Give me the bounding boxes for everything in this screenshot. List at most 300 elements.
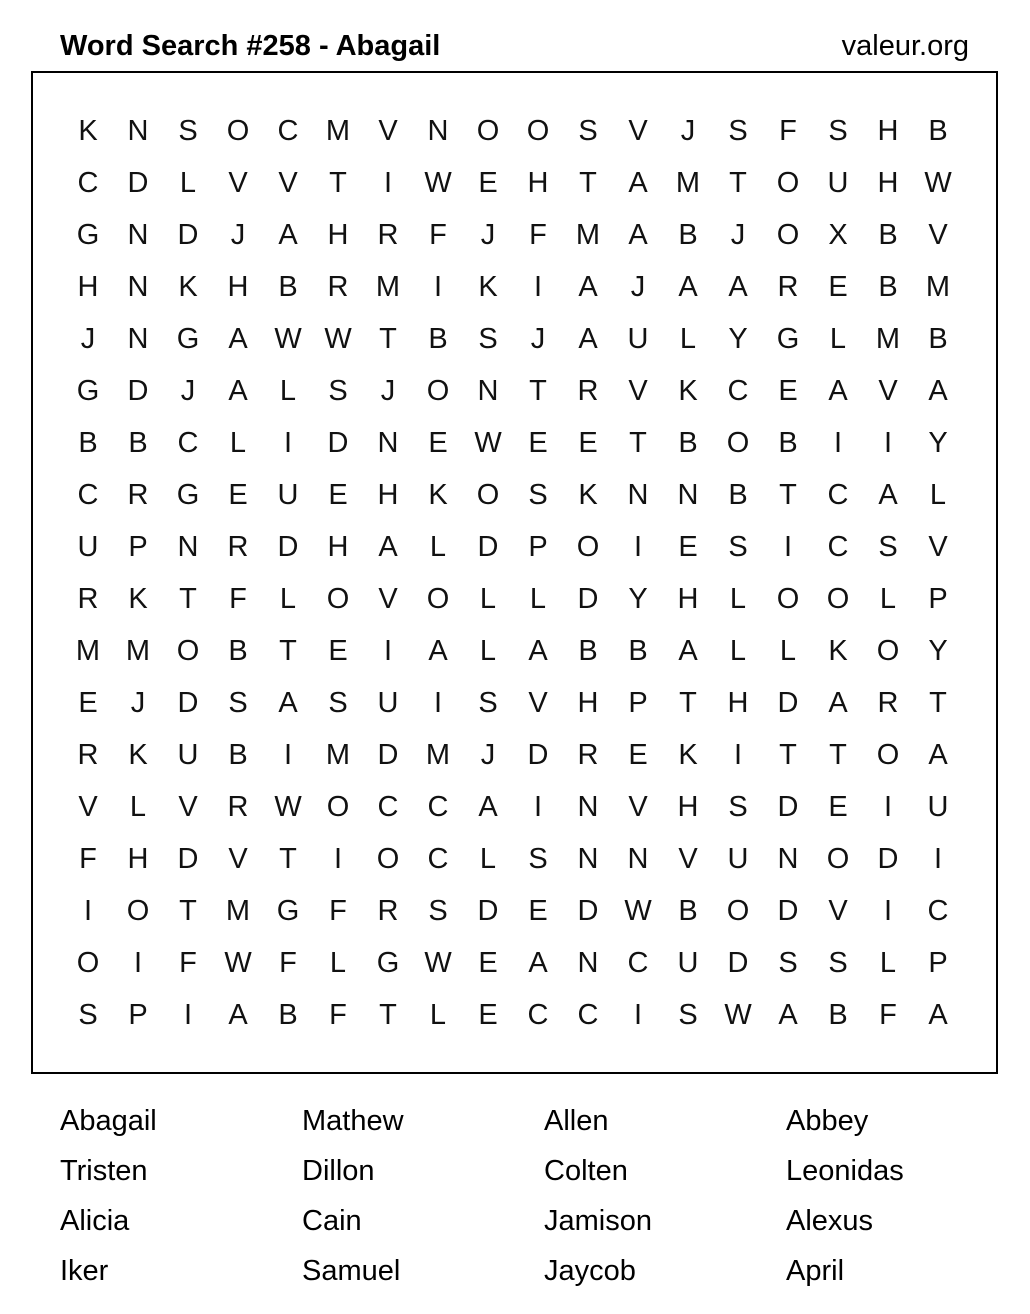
grid-letter: R <box>877 687 899 719</box>
grid-letter: N <box>577 791 599 823</box>
grid-letter: E <box>78 687 98 719</box>
grid-letter: D <box>527 739 549 771</box>
grid-letter: H <box>677 791 699 823</box>
grid-letter: Y <box>728 323 748 355</box>
grid-letter: B <box>278 999 298 1031</box>
grid-letter: U <box>177 739 199 771</box>
grid-letter: T <box>779 739 797 771</box>
grid-letter: C <box>827 531 849 563</box>
grid-letter: K <box>678 375 698 407</box>
grid-letter: T <box>679 687 697 719</box>
grid-letter: I <box>433 687 443 719</box>
grid-letter: L <box>929 479 947 511</box>
grid-letter: R <box>377 895 399 927</box>
grid-letter: E <box>628 739 648 771</box>
grid-letter: E <box>478 167 498 199</box>
grid-letter: I <box>383 635 393 667</box>
grid-letter: D <box>177 687 199 719</box>
grid-letter: B <box>928 323 948 355</box>
grid-letter: O <box>726 895 750 927</box>
grid-letter: I <box>883 791 893 823</box>
grid-letter: L <box>429 531 447 563</box>
grid-letter: A <box>528 947 548 979</box>
grid-letter: B <box>78 427 98 459</box>
grid-letter: V <box>228 167 248 199</box>
grid-letter: G <box>76 375 100 407</box>
grid-letter: N <box>127 323 149 355</box>
grid-letter: T <box>579 167 597 199</box>
grid-letter: G <box>776 323 800 355</box>
grid-letter: C <box>377 791 399 823</box>
grid-letter: C <box>77 479 99 511</box>
grid-letter: B <box>128 427 148 459</box>
word-list-item: Jamison <box>544 1205 652 1237</box>
grid-letter: H <box>127 843 149 875</box>
grid-letter: T <box>179 583 197 615</box>
grid-letter: N <box>127 271 149 303</box>
grid-letter: L <box>479 583 497 615</box>
grid-letter: S <box>528 479 548 511</box>
grid-letter: O <box>476 479 500 511</box>
letter-grid <box>63 105 963 1041</box>
grid-letter: A <box>628 167 648 199</box>
grid-letter: H <box>877 167 899 199</box>
grid-letter: O <box>776 583 800 615</box>
grid-letter: D <box>577 895 599 927</box>
grid-letter: D <box>577 583 599 615</box>
grid-letter: E <box>228 479 248 511</box>
grid-letter: F <box>779 115 797 147</box>
grid-letter: J <box>630 271 646 303</box>
grid-letter: R <box>577 739 599 771</box>
grid-letter: J <box>730 219 746 251</box>
grid-letter: M <box>75 635 101 667</box>
grid-letter: K <box>478 271 498 303</box>
grid-letter: T <box>329 167 347 199</box>
grid-letter: H <box>377 479 399 511</box>
grid-letter: N <box>177 531 199 563</box>
grid-letter: A <box>278 687 298 719</box>
grid-letter: S <box>478 323 498 355</box>
grid-letter: A <box>228 323 248 355</box>
grid-letter: S <box>578 115 598 147</box>
grid-letter: O <box>126 895 150 927</box>
grid-letter: M <box>375 271 401 303</box>
grid-letter: V <box>278 167 298 199</box>
grid-letter: M <box>325 115 351 147</box>
grid-letter: B <box>878 219 898 251</box>
grid-letter: W <box>324 323 352 355</box>
grid-letter: O <box>426 375 450 407</box>
grid-letter: Y <box>928 635 948 667</box>
grid-letter: S <box>328 687 348 719</box>
grid-letter: W <box>424 167 452 199</box>
grid-letter: W <box>474 427 502 459</box>
grid-letter: I <box>633 531 643 563</box>
grid-letter: L <box>229 427 247 459</box>
grid-letter: D <box>777 687 799 719</box>
grid-letter: T <box>629 427 647 459</box>
grid-letter: S <box>828 947 848 979</box>
grid-letter: W <box>274 791 302 823</box>
grid-letter: U <box>927 791 949 823</box>
grid-letter: S <box>178 115 198 147</box>
grid-letter: K <box>578 479 598 511</box>
grid-letter: B <box>228 635 248 667</box>
grid-letter: D <box>477 531 499 563</box>
grid-letter: N <box>577 947 599 979</box>
grid-letter: P <box>928 947 948 979</box>
grid-letter: U <box>677 947 699 979</box>
grid-letter: A <box>528 635 548 667</box>
grid-letter: J <box>680 115 696 147</box>
grid-letter: E <box>678 531 698 563</box>
grid-letter: I <box>883 895 893 927</box>
grid-letter: L <box>429 999 447 1031</box>
grid-letter: M <box>325 739 351 771</box>
grid-letter: S <box>728 791 748 823</box>
grid-letter: O <box>76 947 100 979</box>
grid-letter: A <box>728 271 748 303</box>
grid-letter: A <box>928 999 948 1031</box>
grid-letter: S <box>528 843 548 875</box>
grid-letter: J <box>480 739 496 771</box>
word-list-item: Abbey <box>786 1105 869 1137</box>
grid-letter: R <box>77 739 99 771</box>
grid-letter: G <box>276 895 300 927</box>
grid-letter: A <box>228 999 248 1031</box>
grid-letter: L <box>329 947 347 979</box>
grid-letter: J <box>80 323 96 355</box>
grid-letter: I <box>833 427 843 459</box>
grid-letter: A <box>878 479 898 511</box>
grid-letter: F <box>329 895 347 927</box>
grid-letter: F <box>879 999 897 1031</box>
grid-letter: I <box>283 427 293 459</box>
grid-letter: S <box>678 999 698 1031</box>
grid-letter: B <box>678 895 698 927</box>
grid-letter: G <box>176 479 200 511</box>
grid-letter: V <box>228 843 248 875</box>
word-list-item: Colten <box>544 1155 628 1187</box>
grid-letter: J <box>480 219 496 251</box>
grid-letter: K <box>128 583 148 615</box>
word-list-item: April <box>786 1255 845 1287</box>
grid-letter: O <box>776 167 800 199</box>
grid-letter: B <box>778 427 798 459</box>
grid-letter: J <box>130 687 146 719</box>
grid-letter: S <box>78 999 98 1031</box>
grid-letter: A <box>378 531 398 563</box>
grid-letter: G <box>176 323 200 355</box>
grid-letter: L <box>479 635 497 667</box>
word-list-item: Dillon <box>302 1155 375 1187</box>
grid-letter: L <box>529 583 547 615</box>
grid-letter: B <box>828 999 848 1031</box>
word-list-item: Abagail <box>60 1105 157 1137</box>
grid-letter: F <box>279 947 297 979</box>
grid-letter: L <box>279 375 297 407</box>
grid-letter: L <box>679 323 697 355</box>
grid-letter: D <box>177 219 199 251</box>
grid-letter: V <box>878 375 898 407</box>
grid-letter: S <box>478 687 498 719</box>
grid-letter: W <box>424 947 452 979</box>
grid-letter: W <box>224 947 252 979</box>
grid-letter: M <box>225 895 251 927</box>
grid-letter: I <box>83 895 93 927</box>
grid-letter: A <box>928 375 948 407</box>
grid-letter: G <box>376 947 400 979</box>
grid-letter: O <box>826 583 850 615</box>
grid-letter: U <box>727 843 749 875</box>
grid-letter: I <box>633 999 643 1031</box>
grid-letter: O <box>376 843 400 875</box>
grid-letter: V <box>678 843 698 875</box>
grid-letter: V <box>828 895 848 927</box>
grid-letter: J <box>530 323 546 355</box>
grid-letter: F <box>529 219 547 251</box>
grid-letter: H <box>527 167 549 199</box>
grid-letter: P <box>128 999 148 1031</box>
grid-letter: I <box>383 167 393 199</box>
grid-letter: H <box>877 115 899 147</box>
grid-letter: E <box>478 999 498 1031</box>
grid-letter: V <box>78 791 98 823</box>
grid-letter: P <box>128 531 148 563</box>
grid-letter: J <box>180 375 196 407</box>
grid-letter: C <box>827 479 849 511</box>
grid-letter: A <box>678 635 698 667</box>
grid-letter: H <box>77 271 99 303</box>
grid-letter: P <box>528 531 548 563</box>
grid-letter: V <box>178 791 198 823</box>
word-list-item: Alicia <box>60 1205 130 1237</box>
grid-letter: S <box>728 531 748 563</box>
grid-letter: H <box>327 219 349 251</box>
grid-letter: W <box>924 167 952 199</box>
grid-letter: L <box>879 583 897 615</box>
grid-letter: O <box>876 739 900 771</box>
grid-letter: D <box>277 531 299 563</box>
grid-letter: F <box>179 947 197 979</box>
grid-letter: V <box>628 115 648 147</box>
grid-letter: N <box>127 115 149 147</box>
grid-letter: B <box>278 271 298 303</box>
grid-letter: I <box>783 531 793 563</box>
grid-letter: T <box>779 479 797 511</box>
grid-letter: B <box>678 219 698 251</box>
grid-letter: B <box>728 479 748 511</box>
grid-letter: E <box>578 427 598 459</box>
grid-letter: M <box>425 739 451 771</box>
grid-letter: A <box>828 375 848 407</box>
grid-letter: R <box>227 791 249 823</box>
grid-letter: D <box>177 843 199 875</box>
grid-letter: M <box>125 635 151 667</box>
grid-letter: N <box>627 843 649 875</box>
grid-letter: B <box>228 739 248 771</box>
grid-letter: I <box>533 271 543 303</box>
grid-letter: O <box>326 791 350 823</box>
grid-letter: H <box>577 687 599 719</box>
grid-letter: O <box>726 427 750 459</box>
grid-letter: M <box>675 167 701 199</box>
grid-letter: T <box>279 843 297 875</box>
grid-letter: Y <box>628 583 648 615</box>
word-list <box>60 1096 1028 1296</box>
grid-letter: T <box>729 167 747 199</box>
grid-letter: L <box>479 843 497 875</box>
grid-letter: P <box>628 687 648 719</box>
grid-letter: K <box>78 115 98 147</box>
grid-letter: O <box>876 635 900 667</box>
grid-letter: N <box>627 479 649 511</box>
grid-letter: D <box>127 167 149 199</box>
word-list-item: Jaycob <box>544 1255 636 1287</box>
grid-letter: C <box>727 375 749 407</box>
grid-letter: R <box>577 375 599 407</box>
grid-letter: O <box>226 115 250 147</box>
grid-letter: C <box>177 427 199 459</box>
grid-letter: C <box>627 947 649 979</box>
grid-letter: I <box>433 271 443 303</box>
grid-letter: N <box>677 479 699 511</box>
grid-letter: F <box>429 219 447 251</box>
grid-letter: H <box>327 531 349 563</box>
grid-letter: D <box>777 791 799 823</box>
grid-letter: U <box>827 167 849 199</box>
grid-letter: B <box>678 427 698 459</box>
grid-letter: A <box>228 375 248 407</box>
grid-letter: D <box>377 739 399 771</box>
grid-letter: N <box>477 375 499 407</box>
grid-letter: L <box>729 583 747 615</box>
grid-letter: R <box>377 219 399 251</box>
grid-letter: W <box>624 895 652 927</box>
grid-letter: E <box>428 427 448 459</box>
grid-letter: T <box>829 739 847 771</box>
grid-letter: L <box>879 947 897 979</box>
grid-letter: O <box>476 115 500 147</box>
grid-letter: F <box>79 843 97 875</box>
word-list-item: Mathew <box>302 1105 404 1137</box>
grid-letter: N <box>577 843 599 875</box>
grid-letter: R <box>777 271 799 303</box>
grid-letter: H <box>227 271 249 303</box>
grid-letter: C <box>527 999 549 1031</box>
grid-letter: S <box>728 115 748 147</box>
grid-letter: E <box>828 271 848 303</box>
grid-letter: L <box>129 791 147 823</box>
grid-letter: P <box>928 583 948 615</box>
grid-letter: M <box>575 219 601 251</box>
grid-letter: V <box>628 791 648 823</box>
grid-letter: S <box>828 115 848 147</box>
grid-letter: O <box>826 843 850 875</box>
grid-letter: H <box>727 687 749 719</box>
grid-letter: D <box>777 895 799 927</box>
grid-letter: N <box>377 427 399 459</box>
grid-letter: S <box>878 531 898 563</box>
grid-letter: O <box>576 531 600 563</box>
grid-letter: B <box>878 271 898 303</box>
grid-letter: V <box>378 115 398 147</box>
grid-letter: O <box>526 115 550 147</box>
grid-letter: C <box>77 167 99 199</box>
grid-letter: E <box>828 791 848 823</box>
grid-letter: O <box>326 583 350 615</box>
grid-letter: M <box>875 323 901 355</box>
grid-letter: I <box>133 947 143 979</box>
grid-letter: N <box>127 219 149 251</box>
site-name: valeur.org <box>841 30 969 62</box>
grid-letter: B <box>928 115 948 147</box>
grid-letter: U <box>77 531 99 563</box>
grid-letter: E <box>528 427 548 459</box>
grid-letter: R <box>77 583 99 615</box>
grid-letter: W <box>274 323 302 355</box>
grid-letter: A <box>678 271 698 303</box>
grid-letter: V <box>378 583 398 615</box>
grid-letter: R <box>127 479 149 511</box>
grid-letter: A <box>828 687 848 719</box>
grid-letter: L <box>829 323 847 355</box>
grid-letter: D <box>477 895 499 927</box>
grid-letter: V <box>928 531 948 563</box>
grid-letter: S <box>328 375 348 407</box>
word-list-item: Leonidas <box>786 1155 904 1187</box>
grid-letter: D <box>127 375 149 407</box>
grid-letter: T <box>379 999 397 1031</box>
grid-letter: E <box>328 635 348 667</box>
grid-letter: C <box>927 895 949 927</box>
grid-letter: I <box>333 843 343 875</box>
grid-letter: T <box>179 895 197 927</box>
grid-letter: K <box>828 635 848 667</box>
grid-letter: Y <box>928 427 948 459</box>
grid-letter: I <box>533 791 543 823</box>
grid-letter: K <box>428 479 448 511</box>
grid-letter: G <box>76 219 100 251</box>
grid-letter: U <box>377 687 399 719</box>
grid-letter: A <box>428 635 448 667</box>
grid-letter: S <box>778 947 798 979</box>
grid-letter: C <box>577 999 599 1031</box>
grid-letter: O <box>426 583 450 615</box>
grid-letter: D <box>727 947 749 979</box>
grid-letter: A <box>478 791 498 823</box>
grid-letter: D <box>877 843 899 875</box>
grid-letter: T <box>529 375 547 407</box>
grid-letter: L <box>729 635 747 667</box>
grid-letter: B <box>428 323 448 355</box>
grid-letter: O <box>776 219 800 251</box>
grid-letter: A <box>278 219 298 251</box>
grid-letter: A <box>578 323 598 355</box>
grid-letter: T <box>279 635 297 667</box>
word-list-item: Samuel <box>302 1255 401 1287</box>
grid-letter: V <box>528 687 548 719</box>
grid-letter: C <box>427 843 449 875</box>
grid-letter: B <box>628 635 648 667</box>
grid-letter: I <box>883 427 893 459</box>
grid-letter: L <box>279 583 297 615</box>
grid-letter: I <box>733 739 743 771</box>
grid-letter: D <box>327 427 349 459</box>
grid-letter: A <box>578 271 598 303</box>
grid-letter: N <box>427 115 449 147</box>
